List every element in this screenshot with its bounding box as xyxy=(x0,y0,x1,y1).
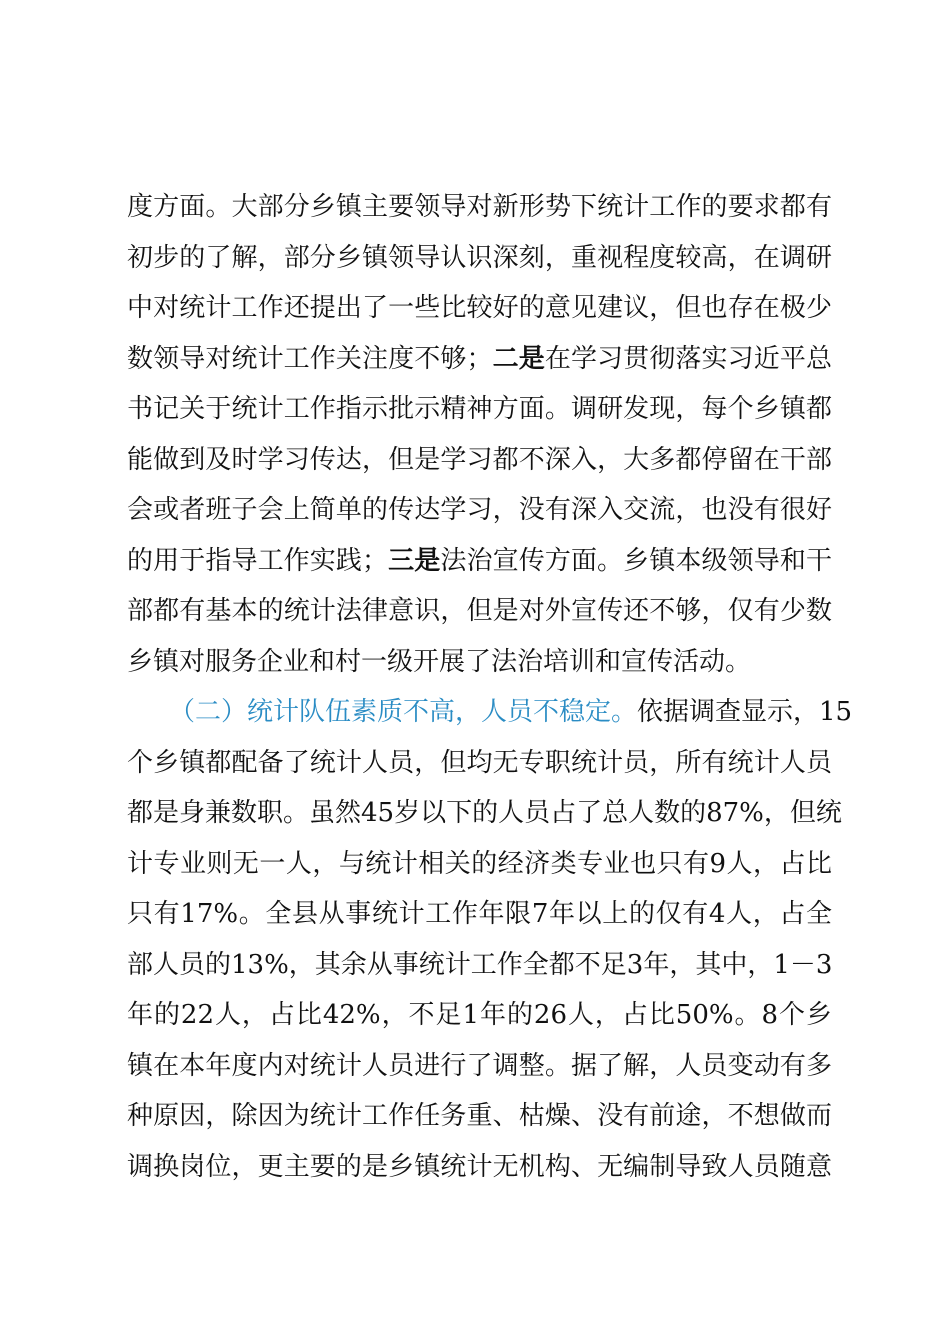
emphasis-third: 三是 xyxy=(388,545,441,576)
text-line: 部都有基本的统计法律意识，但是对外宣传还不够，仅有少数 xyxy=(127,596,832,626)
text-run: 数领导对统计工作关注度不够； xyxy=(127,343,493,374)
text-line: 初步的了解，部分乡镇领导认识深刻，重视程度较高，在调研 xyxy=(127,242,832,273)
text-line xyxy=(127,687,853,738)
text-run: 的用于指导工作实践； xyxy=(127,545,389,576)
text-line xyxy=(127,334,832,385)
section-heading: （二）统计队伍素质不高，人员不稳定。 xyxy=(169,697,638,727)
paragraph-1 xyxy=(127,182,832,687)
text-line xyxy=(127,536,832,587)
text-line: 个乡镇都配备了统计人员，但均无专职统计员，所有统计人员 xyxy=(127,747,832,778)
text-line: 会或者班子会上简单的传达学习，没有深入交流，也没有很好 xyxy=(127,495,832,525)
text-line: 只有17%。全县从事统计工作年限7年以上的仅有4人，占全 xyxy=(127,899,832,929)
text-line: 书记关于统计工作指示批示精神方面。调研发现，每个乡镇都 xyxy=(127,394,832,424)
text-line: 都是身兼数职。虽然45岁以下的人员占了总人数的87%，但统 xyxy=(127,798,842,828)
text-run: 法治宣传方面。乡镇本级领导和干 xyxy=(440,545,832,576)
text-line: 能做到及时学习传达，但是学习都不深入，大多都停留在干部 xyxy=(127,444,832,475)
paragraph-2 xyxy=(127,687,853,1192)
text-line: 镇在本年度内对统计人员进行了调整。据了解，人员变动有多 xyxy=(127,1050,832,1081)
emphasis-second: 二是 xyxy=(492,343,545,374)
text-line: 度方面。大部分乡镇主要领导对新形势下统计工作的要求都有 xyxy=(127,192,832,222)
text-line: 年的22人，占比42%，不足1年的26人，占比50%。8个乡 xyxy=(127,1000,832,1030)
text-line: 计专业则无一人，与统计相关的经济类专业也只有9人，占比 xyxy=(127,848,832,879)
text-line: 乡镇对服务企业和村一级开展了法治培训和宣传活动。 xyxy=(127,646,752,677)
text-run: 依据调查显示，15 xyxy=(637,697,853,727)
body-text xyxy=(127,182,853,1192)
text-run: 在学习贯彻落实习近平总 xyxy=(544,343,832,374)
text-line: 调换岗位，更主要的是乡镇统计无机构、无编制导致人员随意 xyxy=(127,1151,832,1182)
text-line: 部人员的13%，其余从事统计工作全都不足3年，其中，1－3 xyxy=(127,949,833,980)
text-line: 种原因，除因为统计工作任务重、枯燥、没有前途，不想做而 xyxy=(127,1101,832,1131)
text-line: 中对统计工作还提出了一些比较好的意见建议，但也存在极少 xyxy=(127,293,832,323)
